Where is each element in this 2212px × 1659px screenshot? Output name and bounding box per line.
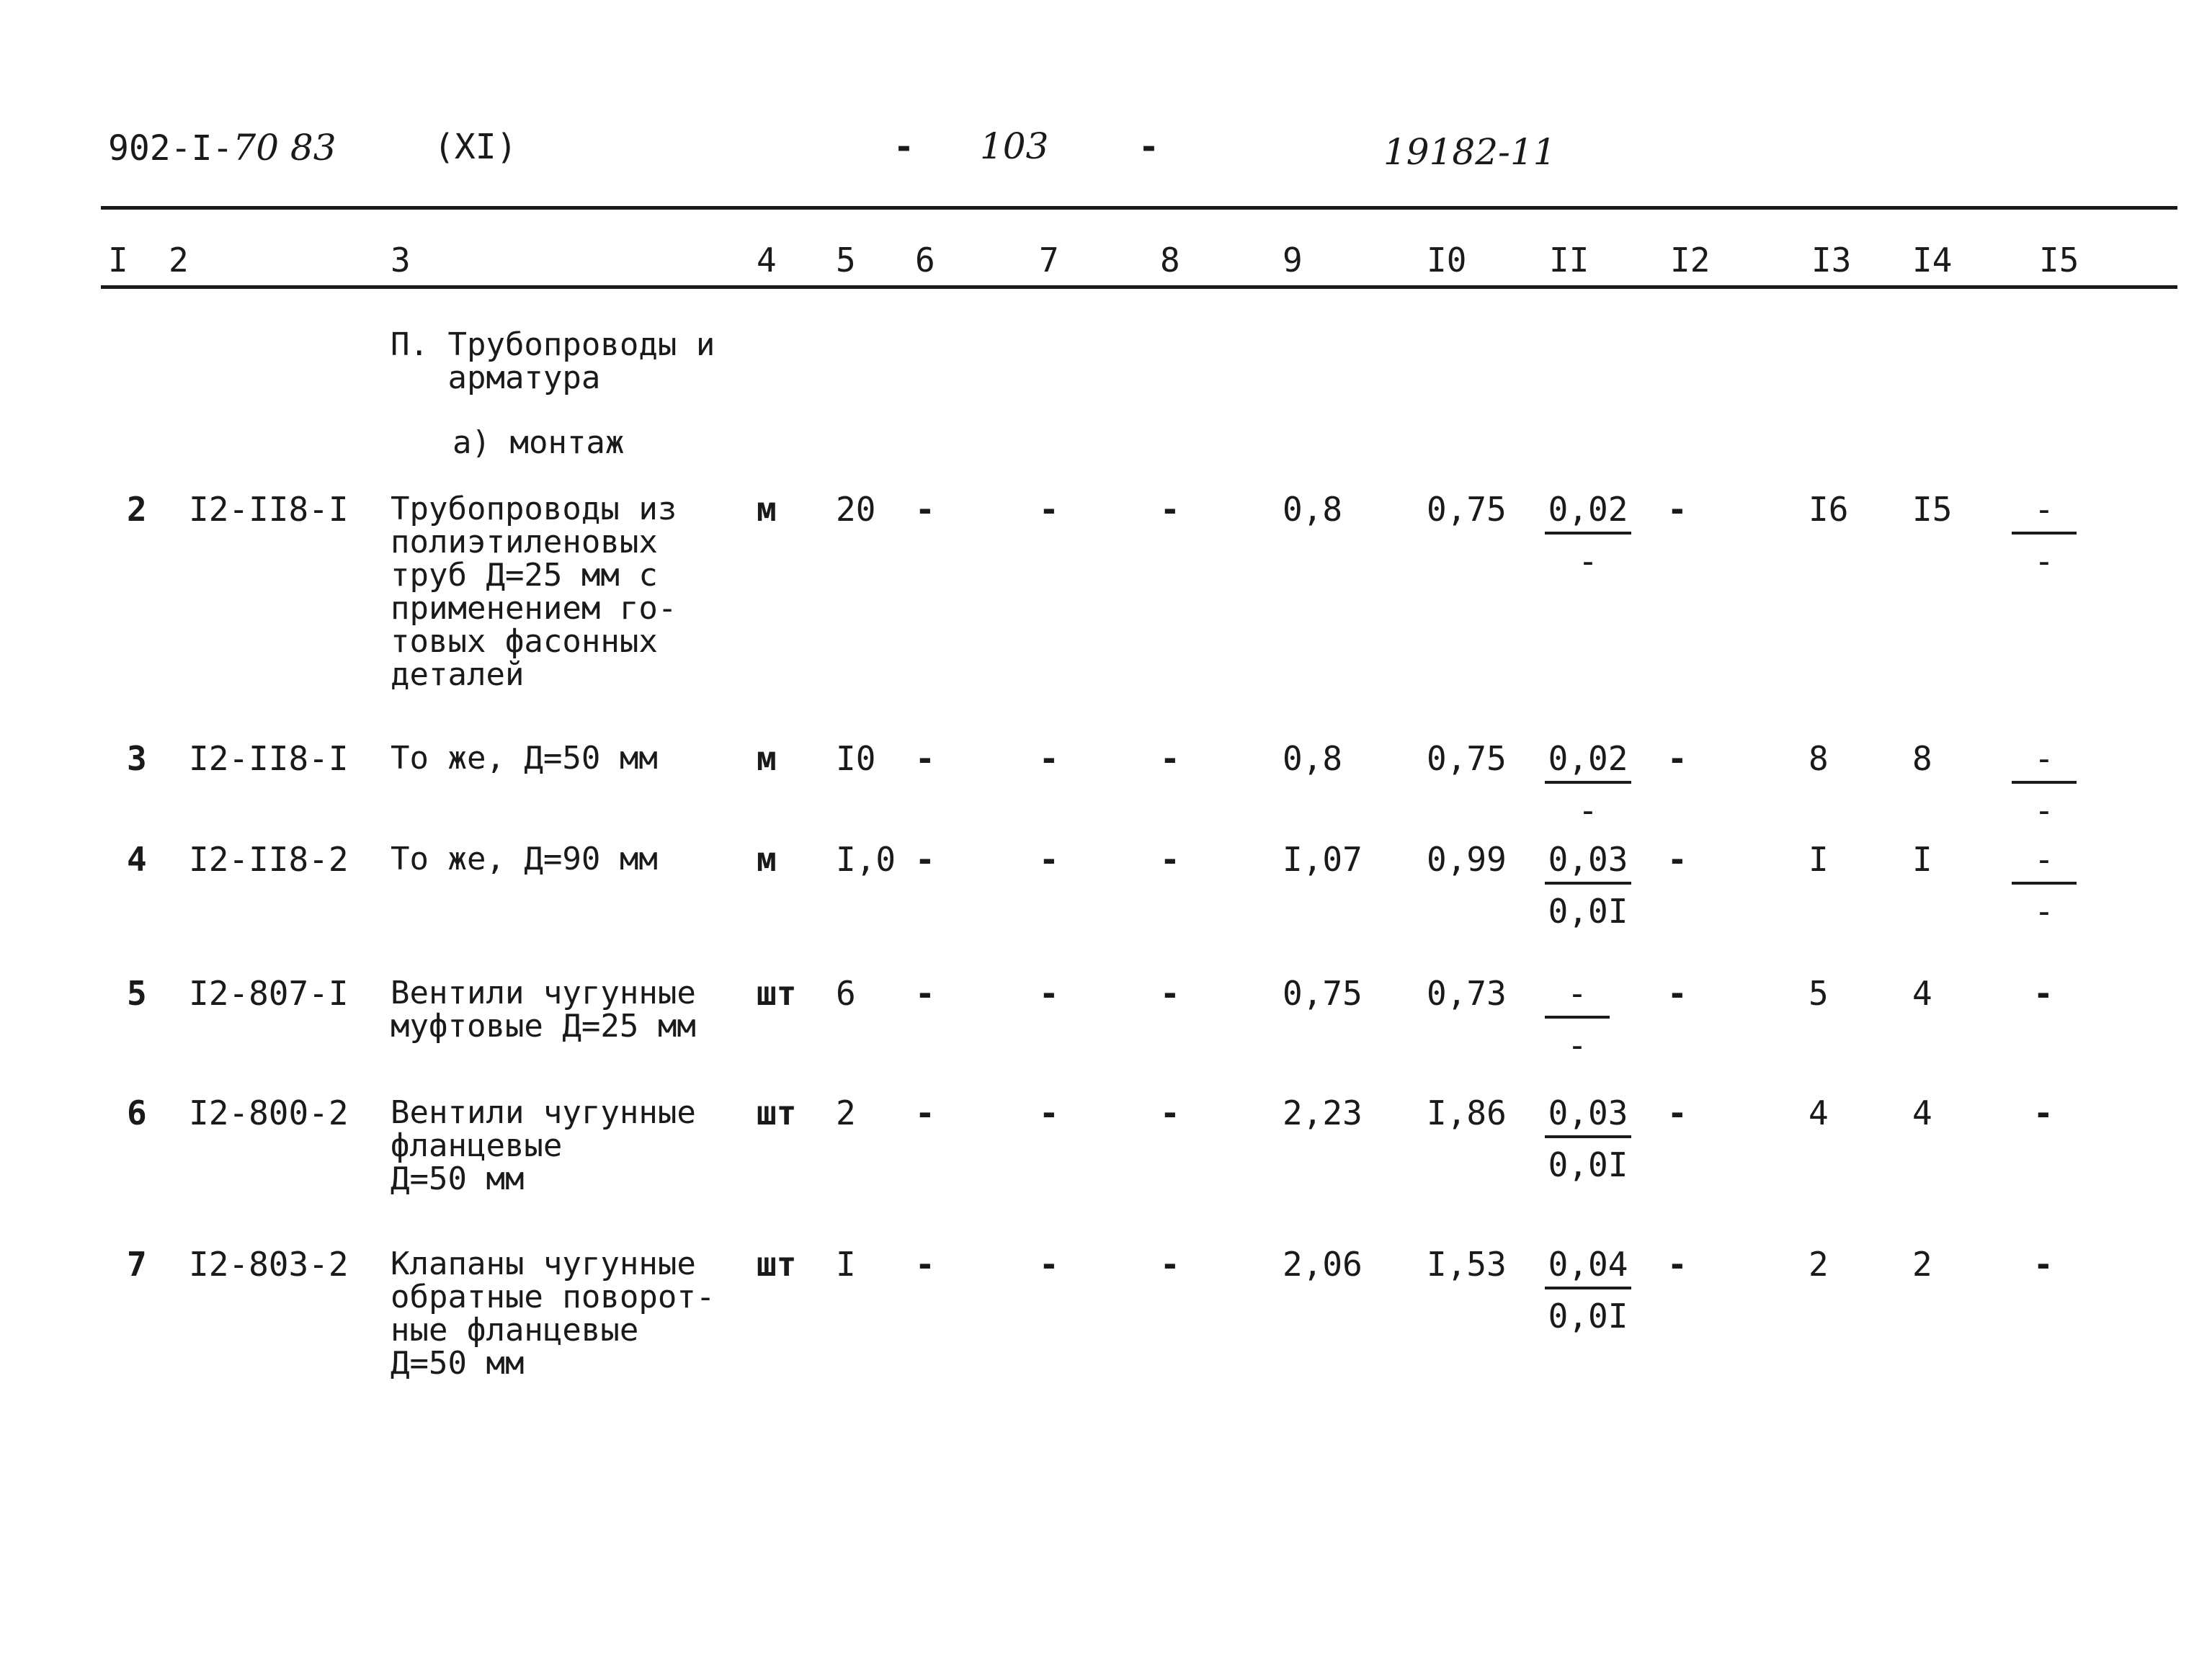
quantity: I,0 bbox=[836, 840, 896, 879]
section-title: П. Трубопроводы и арматура bbox=[391, 326, 715, 396]
col14-value: 4 bbox=[1912, 1094, 1932, 1132]
column-number-14: I4 bbox=[1912, 241, 1953, 280]
col6-value: - bbox=[915, 974, 935, 1013]
col15-denominator: - bbox=[2034, 542, 2054, 581]
item-name: То же, Д=50 мм bbox=[391, 740, 658, 777]
col15-numerator: - bbox=[2012, 490, 2077, 535]
col11-fraction bbox=[1545, 974, 1610, 1065]
col8-value: - bbox=[1160, 1245, 1180, 1284]
col13-value: 4 bbox=[1809, 1094, 1829, 1132]
col13-value: I bbox=[1809, 840, 1829, 879]
row-number: 3 bbox=[127, 739, 147, 778]
col11-denominator: - bbox=[1578, 791, 1598, 830]
col7-value: - bbox=[1039, 490, 1059, 529]
col11-numerator: - bbox=[1545, 974, 1610, 1019]
rate-code: I2-II8-I bbox=[189, 739, 349, 778]
col15-fraction bbox=[2012, 840, 2077, 931]
col11-denominator: 0,0I bbox=[1548, 892, 1628, 931]
document-code-handwritten: 70 83 bbox=[233, 127, 336, 169]
col11-denominator: - bbox=[1578, 542, 1598, 581]
rate-code: I2-II8-I bbox=[189, 490, 349, 529]
col14-value: I5 bbox=[1912, 490, 1953, 529]
reference-number: 19182-11 bbox=[1383, 131, 1556, 173]
col15-fraction bbox=[2012, 490, 2077, 581]
quantity: 2 bbox=[836, 1094, 856, 1132]
row-number: 5 bbox=[127, 974, 147, 1013]
header-dash-right: - bbox=[1138, 127, 1159, 167]
col11-numerator: 0,03 bbox=[1545, 1094, 1631, 1138]
col10-value: 0,99 bbox=[1427, 840, 1507, 879]
col11-denominator: 0,0I bbox=[1548, 1297, 1628, 1336]
col11-fraction bbox=[1545, 840, 1631, 931]
item-name: То же, Д=90 мм bbox=[391, 841, 658, 877]
item-name: Трубопроводы из полиэтиленовых труб Д=25 мм с применением го- товых фасонных деталей bbox=[391, 491, 677, 693]
col11-fraction bbox=[1545, 1094, 1631, 1184]
unit: м bbox=[757, 490, 777, 529]
col8-value: - bbox=[1160, 739, 1180, 778]
column-number-7: 7 bbox=[1039, 241, 1059, 280]
col9-value: I,07 bbox=[1283, 840, 1363, 879]
item-name: Вентили чугунные фланцевые Д=50 мм bbox=[391, 1094, 696, 1197]
subsection-title: а) монтаж bbox=[452, 424, 625, 461]
col12-value: - bbox=[1667, 974, 1687, 1013]
col8-value: - bbox=[1160, 1094, 1180, 1132]
col15-fraction bbox=[2012, 739, 2077, 830]
column-number-13: I3 bbox=[1811, 241, 1852, 280]
col13-value: 5 bbox=[1809, 974, 1829, 1013]
col14-value: 4 bbox=[1912, 974, 1932, 1013]
col11-fraction bbox=[1545, 490, 1631, 581]
quantity: 20 bbox=[836, 490, 876, 529]
unit: м bbox=[757, 739, 777, 778]
col11-numerator: 0,02 bbox=[1545, 739, 1631, 784]
col14-value: I bbox=[1912, 840, 1932, 879]
top-rule bbox=[101, 206, 2177, 210]
col10-value: 0,73 bbox=[1427, 974, 1507, 1013]
col10-value: 0,75 bbox=[1427, 739, 1507, 778]
col13-value: I6 bbox=[1809, 490, 1849, 529]
col9-value: 2,23 bbox=[1283, 1094, 1363, 1132]
unit: шт bbox=[757, 1245, 797, 1284]
col10-value: 0,75 bbox=[1427, 490, 1507, 529]
col13-value: 2 bbox=[1809, 1245, 1829, 1284]
column-number-15: I5 bbox=[2039, 241, 2079, 280]
unit: м bbox=[757, 840, 777, 879]
quantity: I bbox=[836, 1245, 856, 1284]
column-number-10: I0 bbox=[1427, 241, 1467, 280]
column-number-8: 8 bbox=[1160, 241, 1180, 280]
column-number-11: II bbox=[1549, 241, 1589, 280]
col6-value: - bbox=[915, 1094, 935, 1132]
col12-value: - bbox=[1667, 490, 1687, 529]
column-number-1: I bbox=[108, 241, 128, 280]
col9-value: 0,8 bbox=[1283, 739, 1343, 778]
col7-value: - bbox=[1039, 1094, 1059, 1132]
column-number-2: 2 bbox=[169, 241, 189, 280]
item-name: Клапаны чугунные обратные поворот- ные фланцевые Д=50 мм bbox=[391, 1246, 715, 1382]
rate-code: I2-II8-2 bbox=[189, 840, 349, 879]
column-number-12: I2 bbox=[1670, 241, 1711, 280]
col15-denominator: - bbox=[2034, 791, 2054, 830]
column-number-4: 4 bbox=[757, 241, 777, 280]
rate-code: I2-800-2 bbox=[189, 1094, 349, 1132]
col11-denominator: - bbox=[1567, 1026, 1587, 1065]
col13-value: 8 bbox=[1809, 739, 1829, 778]
col15-denominator: - bbox=[2034, 892, 2054, 931]
col12-value: - bbox=[1667, 840, 1687, 879]
col7-value: - bbox=[1039, 739, 1059, 778]
document-code-printed: 902-I- bbox=[108, 128, 233, 169]
document-code bbox=[108, 127, 336, 169]
col6-value: - bbox=[915, 840, 935, 879]
col10-value: I,86 bbox=[1427, 1094, 1507, 1132]
column-number-5: 5 bbox=[836, 241, 856, 280]
col8-value: - bbox=[1160, 490, 1180, 529]
column-number-6: 6 bbox=[915, 241, 935, 280]
col15-value: - bbox=[2033, 974, 2053, 1013]
section-number: (XI) bbox=[434, 127, 517, 167]
col15-value: - bbox=[2033, 1245, 2053, 1284]
col15-numerator: - bbox=[2012, 840, 2077, 885]
row-number: 7 bbox=[127, 1245, 147, 1284]
col8-value: - bbox=[1160, 974, 1180, 1013]
col15-value: - bbox=[2033, 1094, 2053, 1132]
col11-fraction bbox=[1545, 739, 1631, 830]
col9-value: 0,75 bbox=[1283, 974, 1363, 1013]
col15-numerator: - bbox=[2012, 739, 2077, 784]
col10-value: I,53 bbox=[1427, 1245, 1507, 1284]
quantity: 6 bbox=[836, 974, 856, 1013]
rate-code: I2-803-2 bbox=[189, 1245, 349, 1284]
col14-value: 2 bbox=[1912, 1245, 1932, 1284]
row-number: 2 bbox=[127, 490, 147, 529]
col8-value: - bbox=[1160, 840, 1180, 879]
col12-value: - bbox=[1667, 739, 1687, 778]
col9-value: 0,8 bbox=[1283, 490, 1343, 529]
col7-value: - bbox=[1039, 840, 1059, 879]
col11-numerator: 0,04 bbox=[1545, 1245, 1631, 1289]
item-name: Вентили чугунные муфтовые Д=25 мм bbox=[391, 975, 696, 1045]
row-number: 6 bbox=[127, 1094, 147, 1132]
col6-value: - bbox=[915, 1245, 935, 1284]
col6-value: - bbox=[915, 490, 935, 529]
col11-denominator: 0,0I bbox=[1548, 1145, 1628, 1184]
col6-value: - bbox=[915, 739, 935, 778]
row-number: 4 bbox=[127, 840, 147, 879]
col11-numerator: 0,03 bbox=[1545, 840, 1631, 885]
rate-code: I2-807-I bbox=[189, 974, 349, 1013]
column-number-9: 9 bbox=[1283, 241, 1303, 280]
unit: шт bbox=[757, 1094, 797, 1132]
col9-value: 2,06 bbox=[1283, 1245, 1363, 1284]
page-number: 103 bbox=[980, 125, 1049, 167]
col12-value: - bbox=[1667, 1094, 1687, 1132]
unit: шт bbox=[757, 974, 797, 1013]
col11-fraction bbox=[1545, 1245, 1631, 1336]
col11-numerator: 0,02 bbox=[1545, 490, 1631, 535]
quantity: I0 bbox=[836, 739, 876, 778]
col12-value: - bbox=[1667, 1245, 1687, 1284]
col14-value: 8 bbox=[1912, 739, 1932, 778]
column-number-3: 3 bbox=[391, 241, 411, 280]
col7-value: - bbox=[1039, 974, 1059, 1013]
header-dash-left: - bbox=[893, 127, 914, 167]
col7-value: - bbox=[1039, 1245, 1059, 1284]
header-rule bbox=[101, 285, 2177, 289]
